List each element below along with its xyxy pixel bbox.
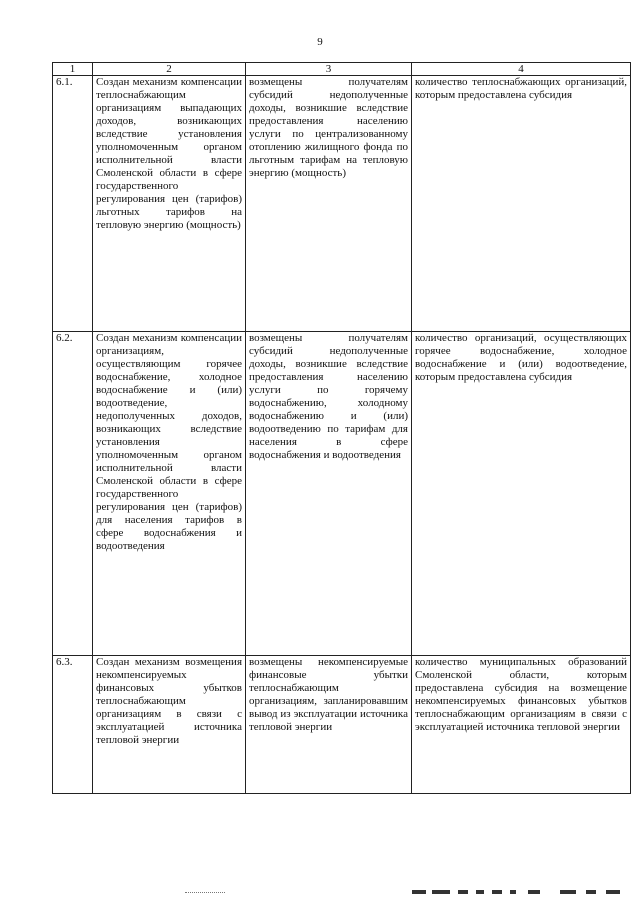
header-col-3: 3	[246, 63, 412, 76]
scan-artifact-marks	[410, 890, 630, 896]
row-number: 6.1.	[53, 76, 93, 332]
row-number: 6.2.	[53, 332, 93, 656]
table-row	[53, 656, 631, 794]
header-col-1: 1	[53, 63, 93, 76]
table-row	[53, 76, 631, 332]
row-result: возмещены некомпенсируемые финансовые убытки теплоснабжающим организациям, запланировавшим вывод из эксплуатации источника тепловой энергии	[246, 656, 412, 794]
page-number: 9	[317, 36, 323, 48]
row-indicator: количество организаций, осуществляющих горячее водоснабжение, холодное водоснабжение и (или) водоотведение, которым предоставлена субсидия	[412, 332, 631, 656]
row-indicator: количество муниципальных образований Смоленской области, которым предоставлена субсидия на возмещение некомпенсируемых финансовых убытков теплоснабжающим организациям в связи с эксплуатацией источника тепловой энергии	[412, 656, 631, 794]
table-row	[53, 332, 631, 656]
targets-table	[52, 62, 631, 794]
header-col-4: 4	[412, 63, 631, 76]
header-col-2: 2	[93, 63, 246, 76]
row-mechanism: Создан механизм компенсации теплоснабжающим организациям выпадающих доходов, возникающих вследствие установления уполномоченным органом исполнительной власти Смоленской области в сфере государственного регулирования цен (тарифов) льготных тарифов на тепловую энергию (мощность)	[93, 76, 246, 332]
row-indicator: количество теплоснабжающих организаций, которым предоставлена субсидия	[412, 76, 631, 332]
scan-artifact-dots	[185, 892, 225, 893]
row-number: 6.3.	[53, 656, 93, 794]
table-header-row	[53, 63, 631, 76]
row-result: возмещены получателям субсидий недополученные доходы, возникшие вследствие предоставления населению услуги по горячему водоснабжению, холодному водоснабжению и (или) водоотведению по тарифам для населения в сфере водоснабжения и водоотведения	[246, 332, 412, 656]
row-mechanism: Создан механизм возмещения некомпенсируемых финансовых убытков теплоснабжающим организациям в связи с эксплуатацией источника тепловой энергии	[93, 656, 246, 794]
row-mechanism: Создан механизм компенсации организациям, осуществляющим горячее водоснабжение, холодное водоснабжение и (или) водоотведение, недополученных доходов, возникающих вследствие установления уполномоченным органом исполнительной власти Смоленской области в сфере государственного регулирования цен (тарифов) для населения тарифов в сфере водоснабжения и водоотведения	[93, 332, 246, 656]
row-result: возмещены получателям субсидий недополученные доходы, возникшие вследствие предоставления населению услуги по централизованному отоплению жилищного фонда по льготным тарифам на тепловую энергию (мощность)	[246, 76, 412, 332]
